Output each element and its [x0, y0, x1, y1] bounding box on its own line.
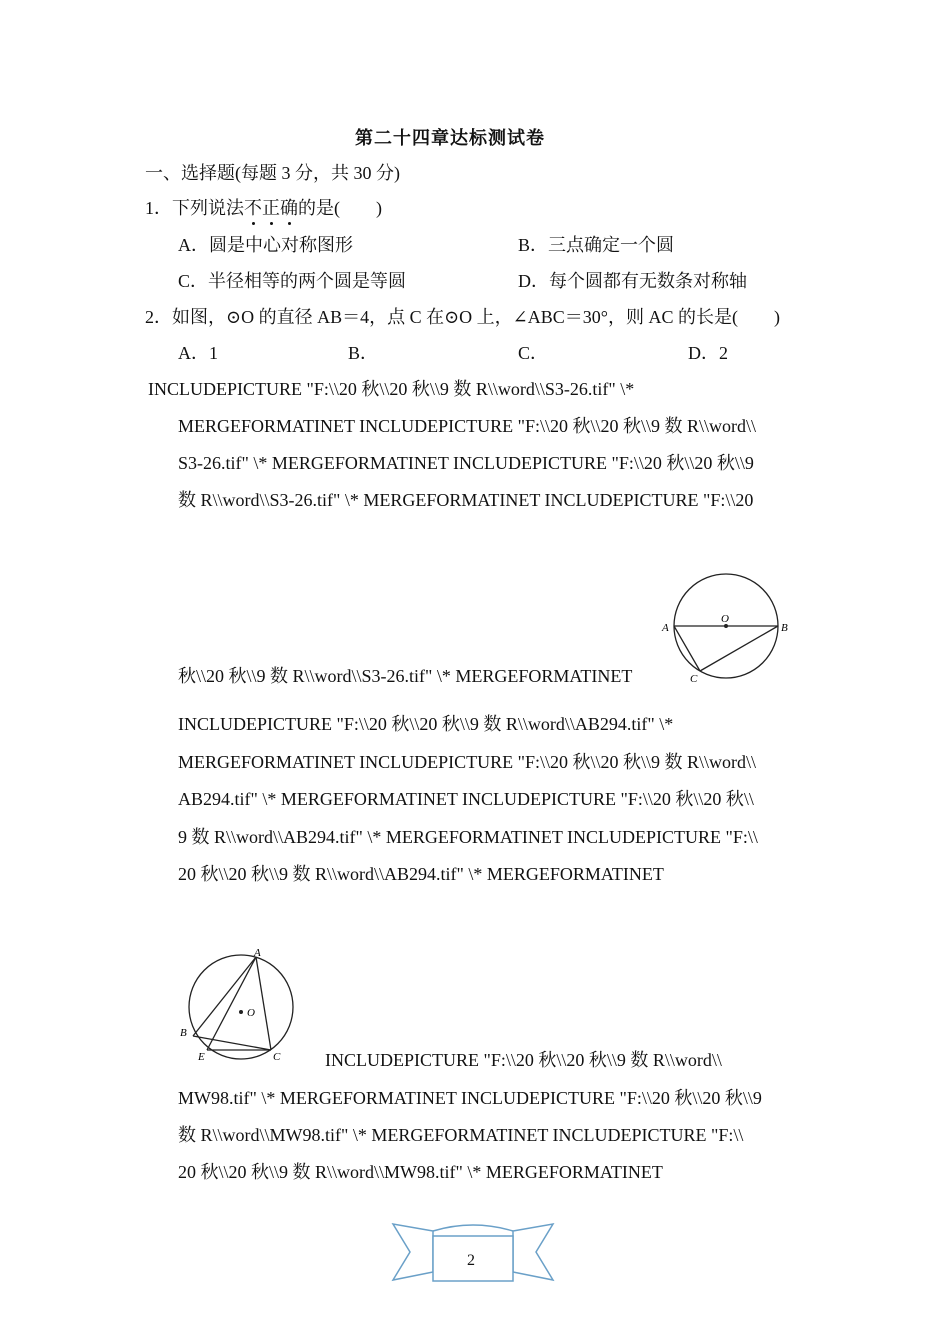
field-code-line: S3-26.tif" \* MERGEFORMATINET INCLUDEPICTURE "F:\\20 秋\\20 秋\\9 [178, 453, 754, 473]
segment-ae [207, 957, 256, 1050]
field-code-line: MERGEFORMATINET INCLUDEPICTURE "F:\\20 秋\\20 秋\\9 数 R\\word\\ [178, 416, 757, 436]
field-code-line: 数 R\\word\\MW98.tif" \* MERGEFORMATINET INCLUDEPICTURE "F:\\ [178, 1125, 744, 1145]
label-c: C [273, 1051, 281, 1063]
ribbon-arch [433, 1225, 513, 1231]
q1-suffix: 的是( ) [298, 198, 382, 218]
circle [189, 955, 293, 1059]
q2-option-a: A．1 [178, 343, 218, 363]
circle-diagram-q3 [175, 942, 300, 1064]
field-code-line: INCLUDEPICTURE "F:\\20 秋\\20 秋\\9 数 R\\word\\ [325, 1050, 722, 1070]
chord-ac [674, 626, 700, 671]
field-code-line: 数 R\\word\\S3-26.tif" \* MERGEFORMATINET INCLUDEPICTURE "F:\\20 [178, 490, 754, 510]
q1-option-a: A．圆是中心对称图形 [178, 235, 353, 255]
field-code-line: 20 秋\\20 秋\\9 数 R\\word\\AB294.tif" \* MERGEFORMATINET [178, 864, 664, 884]
q1-emphasis-char: 正 [262, 198, 280, 218]
q2-option-d: D．2 [688, 343, 728, 363]
q1-emphasis-char: 确 [280, 198, 298, 218]
field-code-line: MW98.tif" \* MERGEFORMATINET INCLUDEPICTURE "F:\\20 秋\\20 秋\\9 [178, 1088, 762, 1108]
q2-option-c: C． [518, 343, 549, 363]
label-c: C [690, 673, 698, 685]
label-b: B [781, 622, 788, 634]
circle-diagram-q2 [655, 568, 795, 686]
segment-bc [193, 1036, 271, 1050]
label-a: A [662, 622, 669, 634]
chord-bc [700, 626, 778, 671]
ribbon-right-tail [513, 1224, 553, 1280]
field-code-line: INCLUDEPICTURE "F:\\20 秋\\20 秋\\9 数 R\\word\\AB294.tif" \* [178, 714, 674, 734]
field-code-line: INCLUDEPICTURE "F:\\20 秋\\20 秋\\9 数 R\\word\\S3-26.tif" \* [148, 379, 635, 399]
label-o: O [247, 1007, 255, 1019]
q1-emphasis-char: 不 [244, 198, 262, 218]
field-code-line: 9 数 R\\word\\AB294.tif" \* MERGEFORMATINET INCLUDEPICTURE "F:\\ [178, 827, 758, 847]
segment-ac [256, 957, 271, 1050]
q1-option-b: B．三点确定一个圆 [518, 235, 675, 255]
question-1 [145, 197, 382, 219]
section-heading: 一、选择题(每题 3 分，共 30 分) [145, 163, 400, 183]
center-point [239, 1010, 243, 1014]
label-o: O [721, 613, 729, 625]
field-code-line: 20 秋\\20 秋\\9 数 R\\word\\MW98.tif" \* MERGEFORMATINET [178, 1162, 663, 1182]
page-number: 2 [467, 1252, 475, 1269]
label-e: E [198, 1051, 205, 1063]
q2-option-b: B． [348, 343, 379, 363]
question-2: 2．如图，⊙O 的直径 AB＝4，点 C 在⊙O 上，∠ABC＝30°，则 AC 的长是( ) [145, 307, 780, 327]
page-title: 第二十四章达标测试卷 [355, 128, 545, 148]
field-code-line: MERGEFORMATINET INCLUDEPICTURE "F:\\20 秋\\20 秋\\9 数 R\\word\\ [178, 752, 757, 772]
label-a: A [254, 947, 261, 959]
q1-prefix: 1．下列说法 [145, 198, 244, 218]
q1-option-d: D．每个圆都有无数条对称轴 [518, 271, 747, 291]
q1-option-c: C．半径相等的两个圆是等圆 [178, 271, 407, 291]
field-code-line: 秋\\20 秋\\9 数 R\\word\\S3-26.tif" \* MERGEFORMATINET [178, 666, 633, 686]
label-b: B [180, 1027, 187, 1039]
segment-ab [193, 957, 256, 1036]
field-code-line: AB294.tif" \* MERGEFORMATINET INCLUDEPICTURE "F:\\20 秋\\20 秋\\ [178, 789, 754, 809]
ribbon-left-tail [393, 1224, 433, 1280]
